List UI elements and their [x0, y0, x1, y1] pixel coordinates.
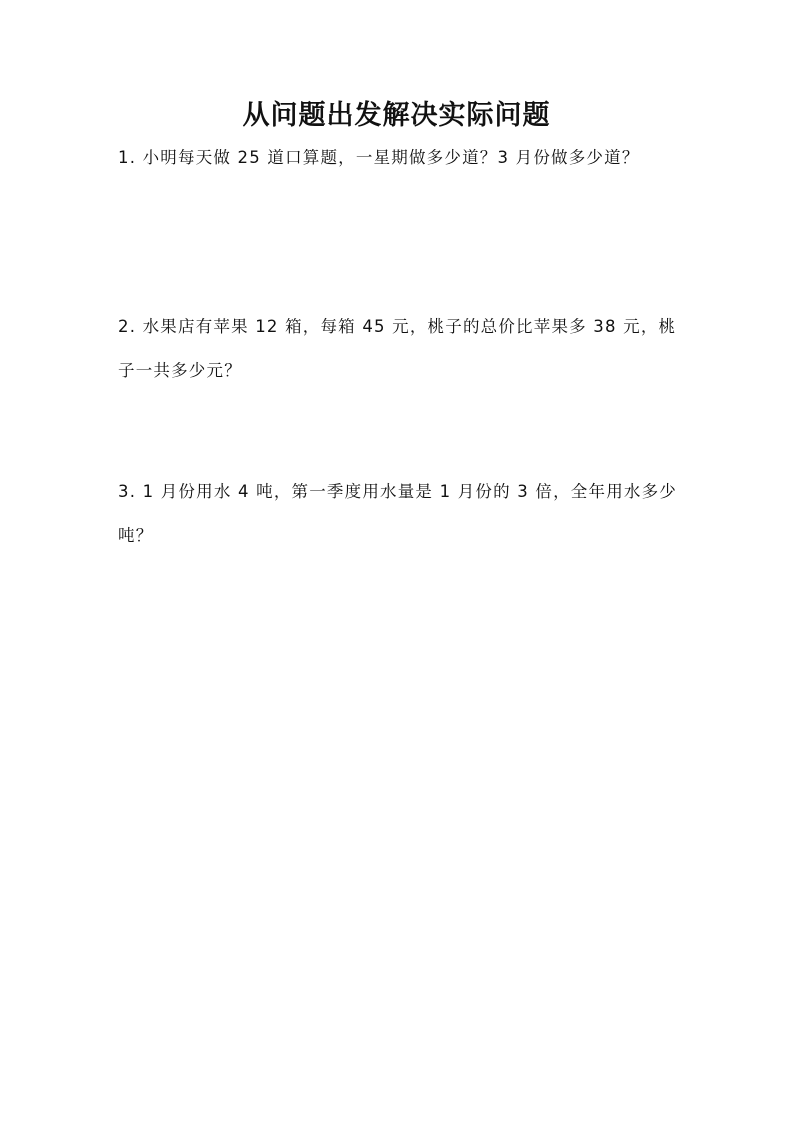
problem-3-line-1: 3. 1 月份用水 4 吨，第一季度用水量是 1 月份的 3 倍，全年用水多少	[118, 482, 677, 501]
problem-2	[118, 305, 688, 393]
problem-2-line-1: 2. 水果店有苹果 12 箱，每箱 45 元，桃子的总价比苹果多 38 元，桃	[118, 317, 677, 336]
problem-1	[118, 136, 688, 180]
problem-2-line-2: 子一共多少元？	[118, 361, 242, 380]
page-title: 从问题出发解决实际问题	[242, 100, 551, 131]
problem-3	[118, 470, 688, 558]
problem-3-line-2: 吨？	[118, 526, 154, 545]
problem-1-line-1: 1. 小明每天做 25 道口算题，一星期做多少道？3 月份做多少道？	[118, 148, 640, 167]
